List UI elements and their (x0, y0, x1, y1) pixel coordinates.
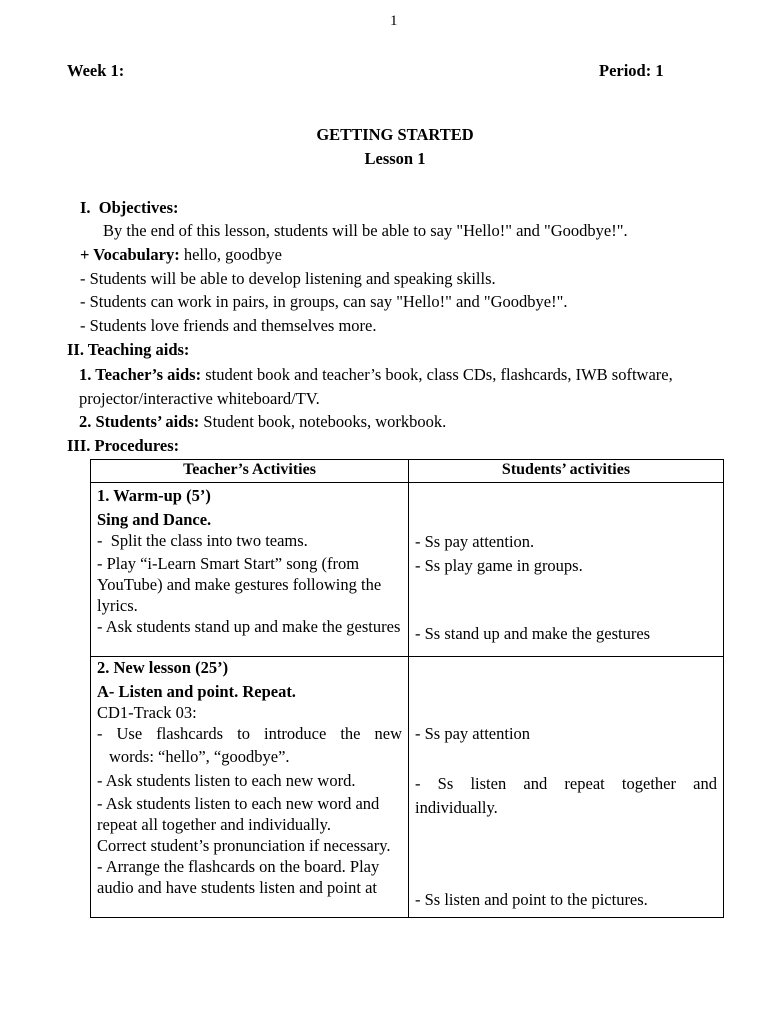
newlesson-teacher-2: - Ask students listen to each new word. (97, 771, 356, 790)
newlesson-teacher-1: - Use flashcards to introduce the new (97, 724, 402, 743)
student-aids-label: 2. Students’ aids: (79, 412, 200, 431)
table-row (91, 483, 724, 657)
objective-line-2: - Students can work in pairs, in groups, can say "Hello!" and "Goodbye!". (80, 292, 568, 311)
newlesson-teacher-1b: words: “hello”, “goodbye”. (109, 747, 290, 766)
warmup-teacher-cell (91, 483, 409, 657)
warmup-student-1: - Ss pay attention. (415, 532, 535, 551)
teacher-aids-text: student book and teacher’s book, class CDs, flashcards, IWB software, (201, 365, 673, 384)
newlesson-students-cell (409, 657, 724, 918)
warmup-title: 1. Warm-up (5’) (97, 486, 211, 505)
warmup-teacher-3: - Ask students stand up and make the gestures (97, 617, 401, 636)
page-title: GETTING STARTED (316, 125, 474, 144)
objectives-intro: By the end of this lesson, students will be able to say "Hello!" and "Goodbye!". (103, 221, 628, 240)
vocabulary-line (80, 245, 282, 265)
newlesson-teacher-5: - Arrange the flashcards on the board. Play audio and have students listen and point at (97, 857, 380, 897)
col-teacher-header: Teacher’s Activities (91, 460, 409, 483)
procedures-heading: III. Procedures: (67, 436, 180, 455)
objective-line-3: - Students love friends and themselves more. (80, 316, 377, 335)
newlesson-track: CD1-Track 03: (97, 703, 197, 722)
vocabulary-label: + Vocabulary: (80, 245, 180, 264)
newlesson-title: 2. New lesson (25’) (97, 658, 229, 677)
warmup-student-3: - Ss stand up and make the gestures (415, 624, 651, 643)
procedures-table (90, 459, 724, 918)
warmup-teacher-2: - Play “i-Learn Smart Start” song (from YouTube) and make gestures following the lyrics. (97, 554, 382, 615)
teacher-aids-label: 1. Teacher’s aids: (79, 365, 202, 384)
teacher-aids-line-2: projector/interactive whiteboard/TV. (79, 389, 320, 408)
warmup-subtitle: Sing and Dance. (97, 510, 212, 529)
objective-line-1: - Students will be able to develop listening and speaking skills. (80, 269, 496, 288)
newlesson-subtitle: A- Listen and point. Repeat. (97, 682, 296, 701)
objectives-heading: I. Objectives: (80, 198, 179, 217)
page-number: 1 (390, 13, 398, 29)
vocabulary-text: hello, goodbye (179, 245, 282, 264)
student-aids-text: Student book, notebooks, workbook. (199, 412, 447, 431)
newlesson-teacher-cell (91, 657, 409, 918)
teaching-aids-heading: II. Teaching aids: (67, 340, 190, 359)
table-header-row (91, 460, 724, 483)
newlesson-teacher-3: - Ask students listen to each new word and repeat all together and individually. (97, 794, 380, 834)
student-aids-line (79, 412, 446, 432)
warmup-teacher-1: - Split the class into two teams. (97, 531, 308, 550)
lesson-title: Lesson 1 (364, 149, 426, 168)
teacher-aids-line (79, 365, 673, 385)
warmup-students-cell (409, 483, 724, 657)
newlesson-teacher-4: Correct student’s pronunciation if necessary. (97, 836, 391, 855)
col-students-header: Students’ activities (409, 460, 724, 483)
newlesson-student-1: - Ss pay attention (415, 724, 531, 743)
period-label: Period: 1 (599, 61, 664, 80)
newlesson-student-2: - Ss listen and repeat together and individually. (415, 774, 717, 817)
newlesson-student-3: - Ss listen and point to the pictures. (415, 890, 648, 909)
week-label: Week 1: (67, 61, 125, 80)
table-row (91, 657, 724, 918)
warmup-student-2: - Ss play game in groups. (415, 556, 583, 575)
